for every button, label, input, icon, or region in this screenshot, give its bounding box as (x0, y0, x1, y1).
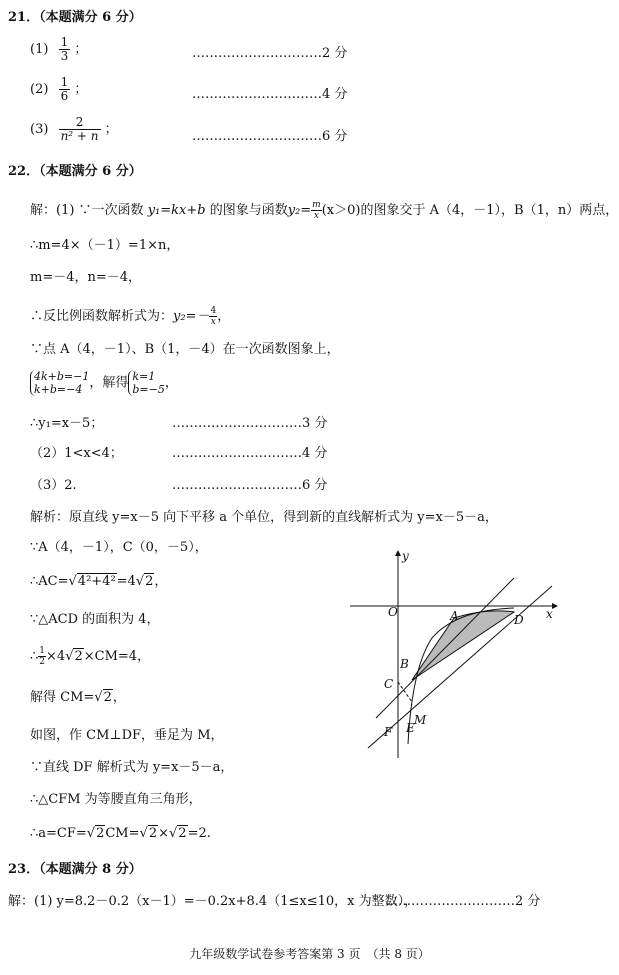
q22-l14-root: 2 (74, 649, 83, 664)
q22-line-17: ∵直线 DF 解析式为 y=x－5－a， (30, 760, 234, 775)
y-axis-arrow (395, 550, 401, 556)
function-graph (346, 548, 558, 760)
q22-l14-fn: 1 (39, 646, 46, 656)
label-c: C (384, 677, 394, 691)
q22-l12-root2: 2 (145, 574, 154, 589)
q22-line-3: m=－4，n=－4， (30, 270, 142, 285)
q21-item-1-score-line (192, 46, 347, 62)
q22-line-1 (30, 200, 618, 221)
q22-l14-b: ×4 (46, 649, 66, 664)
q22-l19-g: =2. (187, 826, 211, 841)
q22-l1-e: (x＞0)的图象交于 (321, 203, 430, 218)
q22-sys2-eq2: b=−5 (132, 383, 165, 396)
q21-item-2-score: 4 分 (322, 87, 348, 102)
q22-line-7: ∴y₁=x－5； (30, 416, 104, 431)
q22-l15-c: ， (112, 690, 126, 705)
q22-l14-a: ∴ (30, 649, 39, 664)
dots: ………………………… (192, 129, 322, 144)
q22-l12-e: ， (154, 574, 168, 589)
label-a: A (450, 609, 459, 623)
q21-item-1-num: 1 (60, 35, 69, 49)
q23-line-1-score-line (385, 894, 540, 910)
q22-l19-root3: 2 (178, 826, 187, 841)
q21-item-3-score-line (192, 129, 347, 145)
q22-line-15: 解得 CM=√2， (30, 690, 126, 705)
q22-line-4 (30, 306, 230, 327)
q22-line-8-score-line (172, 446, 327, 462)
q21-item-2 (30, 76, 87, 103)
q22-l4-c: ， (217, 309, 231, 324)
q22-line-8: （2）1<x<4； (30, 446, 123, 461)
dots: ………………………… (385, 894, 515, 909)
q22-l14-fraction (38, 646, 46, 667)
label-m: M (414, 713, 427, 727)
q21-item-3-label: (3) (30, 122, 49, 137)
q21-item-3-sep: ； (104, 122, 118, 137)
label-e: E (406, 721, 415, 735)
q22-header: 22．（本题满分 6 分） (8, 164, 142, 179)
q21-item-1 (30, 36, 87, 76)
q22-l1-f: A（4，－1），B（1，n）两点， (429, 203, 619, 218)
q21-item-2-den: 6 (60, 89, 69, 103)
q22-sys2-eq1: k=1 (132, 370, 156, 383)
q22-l12-root: 4²+4² (77, 574, 116, 589)
q22-system-1 (30, 370, 89, 396)
q21-item-1-sep: ； (74, 42, 88, 57)
q21-item-1-label: (1) (30, 42, 49, 57)
q21-item-3-fraction (59, 116, 101, 143)
q22-line-7-score-line (172, 416, 327, 432)
x-axis-arrow (552, 603, 558, 609)
q22-l1-fn: m (312, 200, 321, 210)
label-b: B (400, 657, 409, 671)
dots: ………………………… (192, 46, 322, 61)
q22-system-2 (128, 370, 164, 396)
q22-line-14: ∴ $\frac{1}{2}$ ×4√2×CM=4， (30, 646, 151, 667)
q22-l12-c: =4 (116, 574, 136, 589)
q22-line-9-score: 6 分 (302, 478, 328, 493)
q22-l14-d: ×CM=4， (83, 649, 151, 664)
q22-line-19: ∴a=CF=√2CM=√2×√2=2. (30, 826, 211, 841)
q22-line-2: ∴m=4×（－1）=1×n， (30, 238, 180, 253)
q22-line-18: ∴△CFM 为等腰直角三角形， (30, 792, 202, 807)
q22-l4-fn: 4 (210, 306, 217, 316)
q22-line-16: 如图，作 CM⊥DF，垂足为 M， (30, 728, 224, 743)
q22-l19-a: ∴a=CF= (30, 826, 87, 841)
q22-l19-root2: 2 (148, 826, 158, 841)
label-y: y (402, 549, 409, 563)
q22-l6-mid: ，解得 (89, 375, 129, 391)
q22-line-9-score-line (172, 478, 327, 494)
q22-l1-a: 解：(1) ∵一次函数 (30, 203, 148, 218)
page-footer: 九年级数学试卷参考答案第 3 页 （共 8 页） (189, 947, 430, 961)
q21-item-3-num: 2 (59, 116, 101, 130)
q21-item-1-fraction (59, 36, 71, 63)
q21-item-1-den: 3 (60, 49, 69, 63)
q22-l12-a: ∴AC= (30, 574, 69, 589)
q22-sys1-eq2: k+b=−4 (34, 383, 83, 396)
q22-l14-fd: 2 (39, 657, 46, 667)
q22-line-6 (30, 370, 178, 396)
q22-line-12: ∴AC=√4²+4²=4√2， (30, 574, 168, 589)
q22-line-9: （3）2. (30, 478, 77, 493)
q22-l19-c: CM= (105, 826, 140, 841)
q21-item-3-den: n² + n (60, 129, 99, 143)
label-o: O (388, 605, 398, 619)
q22-l1-b: y₁=kx+b (147, 203, 206, 218)
q23-line-1-score: 2 分 (515, 894, 541, 909)
q21-item-2-num: 1 (60, 75, 69, 89)
q21-item-2-fraction (59, 76, 71, 103)
q22-line-10: 解析：原直线 y=x－5 向下平移 a 个单位，得到新的直线解析式为 y=x－5－a， (30, 510, 498, 525)
label-x: x (546, 607, 553, 621)
q21-item-2-score-line (192, 87, 347, 103)
line-y1 (376, 578, 514, 718)
q22-line-5: ∵点 A（4，－1）、B（1，－4）在一次函数图象上， (30, 342, 340, 357)
q22-l1-fd: x (313, 211, 319, 221)
q22-line-11: ∵A（4，－1），C（0，－5）， (30, 540, 208, 555)
q22-sys1-eq1: 4k+b=−1 (34, 370, 90, 383)
q22-l1-c: 的图象与函数 (205, 203, 288, 218)
label-f: F (384, 725, 393, 739)
q22-l1-d: y₂= (287, 203, 312, 218)
q22-l6-end: ， (164, 375, 178, 391)
dots: ………………………… (192, 87, 322, 102)
q22-l19-e: × (158, 826, 169, 841)
q22-line-7-score: 3 分 (302, 416, 328, 431)
q22-l4-fd: x (210, 317, 216, 327)
q22-l4-b: y₂=－ (173, 309, 210, 324)
q22-l1-fraction (311, 200, 322, 221)
q22-l4-a: ∴反比例函数解析式为： (30, 309, 174, 324)
perpendicular-cm (398, 682, 412, 702)
q22-line-13: ∵△ACD 的面积为 4， (30, 612, 160, 627)
q22-line-8-score: 4 分 (302, 446, 328, 461)
q21-item-2-label: (2) (30, 82, 49, 97)
q21-item-3-score: 6 分 (322, 129, 348, 144)
q22-l15-root: 2 (103, 690, 112, 705)
q21-item-1-score: 2 分 (322, 46, 348, 61)
q21-item-2-sep: ； (74, 82, 88, 97)
dots: ………………………… (172, 478, 302, 493)
q21-item-3 (30, 116, 118, 143)
label-d: D (514, 613, 524, 627)
q22-l19-root1: 2 (96, 826, 105, 841)
q21-header: 21．（本题满分 6 分） (8, 10, 142, 25)
q23-line-1: 解：(1) y=8.2－0.2（x－1）=－0.2x+8.4（1≤x≤10，x 为整数）， (8, 894, 418, 909)
q23-header: 23．（本题满分 8 分） (8, 862, 142, 877)
dots: ………………………… (172, 416, 302, 431)
q22-l15-a: 解得 CM= (30, 690, 95, 705)
dots: ………………………… (172, 446, 302, 461)
